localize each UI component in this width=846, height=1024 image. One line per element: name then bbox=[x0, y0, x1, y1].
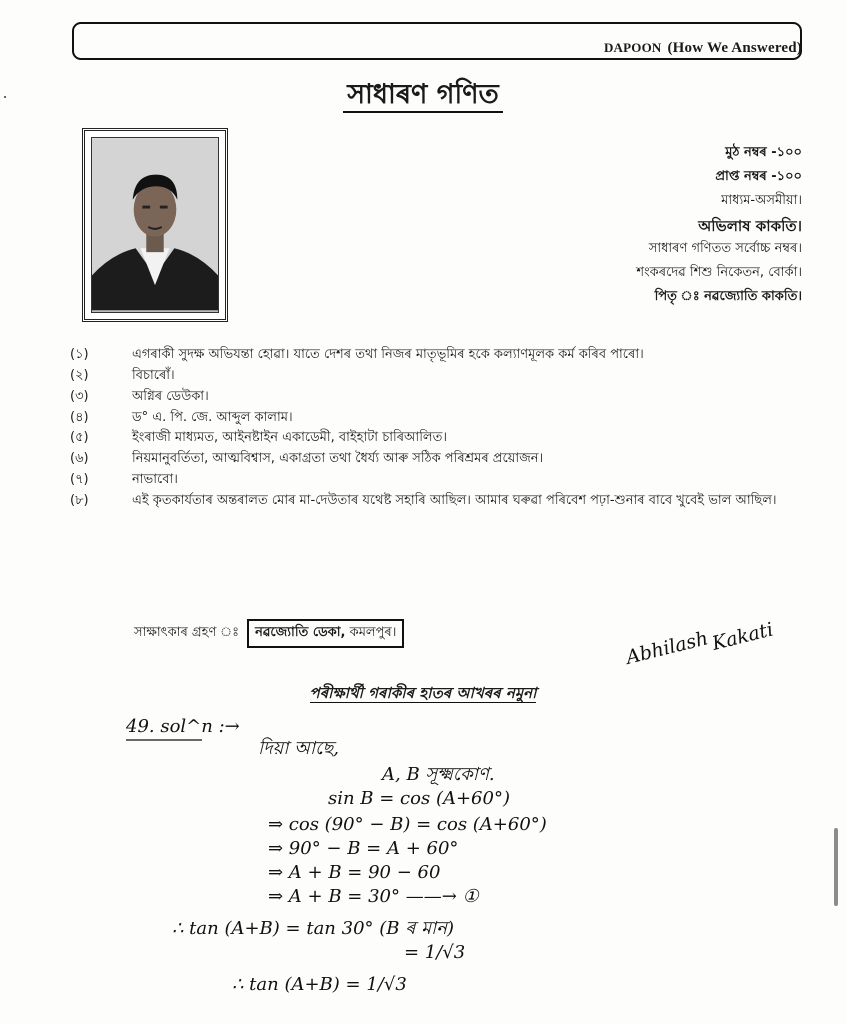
answer-item bbox=[70, 388, 810, 407]
answer-item bbox=[70, 409, 810, 428]
hw-line: ⇒ A + B = 30° ——→ ① bbox=[268, 886, 479, 907]
answer-text: এই কৃতকাৰ্যতাৰ অন্তৰালত মোৰ মা-দেউতাৰ যথেষ্ট সহাৰি আছিল। আমাৰ ঘৰুৱা পৰিবেশ পঢ়া-শুনাৰ বাবে খুবেই ভাল আছিল। bbox=[132, 492, 777, 508]
answer-item bbox=[70, 471, 810, 490]
hw-line: ⇒ cos (90° − B) = cos (A+60°) bbox=[268, 814, 547, 835]
answer-text: নাভাবো। bbox=[132, 472, 178, 488]
answer-text: ইংৰাজী মাধ্যমত, আইনষ্টাইন একাডেমী, বাইহাটা চাৰিআলিত। bbox=[132, 430, 448, 446]
hw-line: A, B সূক্ষ্মকোণ. bbox=[382, 764, 495, 785]
brand-tagline: (How We Answered) bbox=[667, 40, 802, 56]
subject-title bbox=[0, 74, 846, 119]
scrollbar-thumb[interactable] bbox=[834, 828, 838, 906]
answer-list bbox=[70, 346, 810, 513]
answer-item bbox=[70, 429, 810, 448]
interviewer-name: নৱজ্যোতি ডেকা, bbox=[255, 625, 346, 640]
brand-name: DAPOON bbox=[603, 40, 662, 55]
handwriting-sample-heading bbox=[0, 682, 846, 707]
handwriting-sample bbox=[92, 706, 812, 1006]
student-photo-frame bbox=[82, 128, 228, 322]
answer-number: (৫) bbox=[70, 430, 89, 446]
hw-line: দিয়া আছে, bbox=[258, 738, 340, 759]
answer-number: (১) bbox=[70, 347, 89, 362]
answer-item bbox=[70, 367, 810, 386]
answer-text: এগৰাকী সুদক্ষ অভিযন্তা হোৱা। যাতে দেশৰ তথা নিজৰ মাতৃভূমিৰ হকে কল্যাণমূলক কৰ্ম কৰিব পাৰো। bbox=[132, 347, 644, 362]
answer-number: (৬) bbox=[70, 451, 89, 467]
hw-line: 49. sol^n :→ bbox=[126, 716, 240, 737]
answer-number: (৭) bbox=[70, 472, 89, 488]
school-name: শংকৰদেৱ শিশু নিকেতন, বোৰ্কা। bbox=[636, 265, 802, 280]
student-signature bbox=[624, 620, 794, 680]
answer-text: ড° এ. পি. জে. আব্দুল কালাম। bbox=[132, 409, 293, 425]
signature-first: Abhilash bbox=[624, 627, 711, 669]
student-photo bbox=[91, 137, 219, 313]
achievement: সাধাৰণ গণিতত সৰ্বোচ্চ নম্বৰ। bbox=[648, 241, 802, 256]
answer-text: বিচাৰোঁ। bbox=[132, 367, 175, 383]
hw-line: = 1/√3 bbox=[404, 942, 466, 963]
interviewer-place: কমলপুৰ। bbox=[349, 625, 397, 640]
obtained-marks: প্ৰাপ্ত নম্বৰ -১০০ bbox=[715, 169, 802, 184]
father-name: পিতৃ ঃ নৱজ্যোতি কাকতি। bbox=[654, 289, 802, 304]
hw-line: ∴ tan (A+B) = 1/√3 bbox=[232, 974, 407, 995]
total-marks: মুঠ নম্বৰ -১০০ bbox=[725, 145, 802, 160]
handwriting-sample-heading-text: পৰীক্ষাৰ্থী গৰাকীৰ হাতৰ আখৰৰ নমুনা bbox=[309, 684, 537, 702]
signature-last: Kakati bbox=[709, 620, 776, 655]
student-info bbox=[636, 143, 802, 311]
answer-text: নিয়মানুবৰ্তিতা, আত্মবিশ্বাস, একাগ্ৰতা তথা ধৈৰ্য্য আৰু সঠিক পৰিশ্ৰমৰ প্ৰয়োজন। bbox=[132, 451, 544, 467]
answer-item bbox=[70, 450, 810, 469]
hw-line: ⇒ 90° − B = A + 60° bbox=[268, 838, 459, 859]
answer-number: (৮) bbox=[70, 492, 89, 508]
answer-item bbox=[70, 346, 810, 365]
answer-item bbox=[70, 492, 810, 511]
student-name: অভিলাষ কাকতি। bbox=[698, 217, 802, 235]
answer-number: (৩) bbox=[70, 388, 89, 404]
interview-credit bbox=[134, 619, 404, 648]
interviewer-box bbox=[247, 619, 404, 648]
hw-line: ∴ tan (A+B) = tan 30° (B ৰ মান) bbox=[172, 918, 455, 939]
subject-title-text: সাধাৰণ গণিত bbox=[343, 79, 503, 113]
student-portrait-icon bbox=[92, 138, 218, 312]
answer-text: অগ্নিৰ ডেউকা। bbox=[132, 388, 209, 404]
hw-line: ⇒ A + B = 90 − 60 bbox=[268, 862, 441, 883]
medium: মাধ্যম-অসমীয়া। bbox=[721, 193, 802, 208]
interview-label: সাক্ষাৎকাৰ গ্ৰহণ ঃ bbox=[134, 625, 240, 640]
answer-number: (৪) bbox=[70, 409, 89, 425]
answer-number: (২) bbox=[70, 367, 89, 383]
hw-line: sin B = cos (A+60°) bbox=[328, 788, 510, 809]
header-title bbox=[604, 40, 802, 57]
